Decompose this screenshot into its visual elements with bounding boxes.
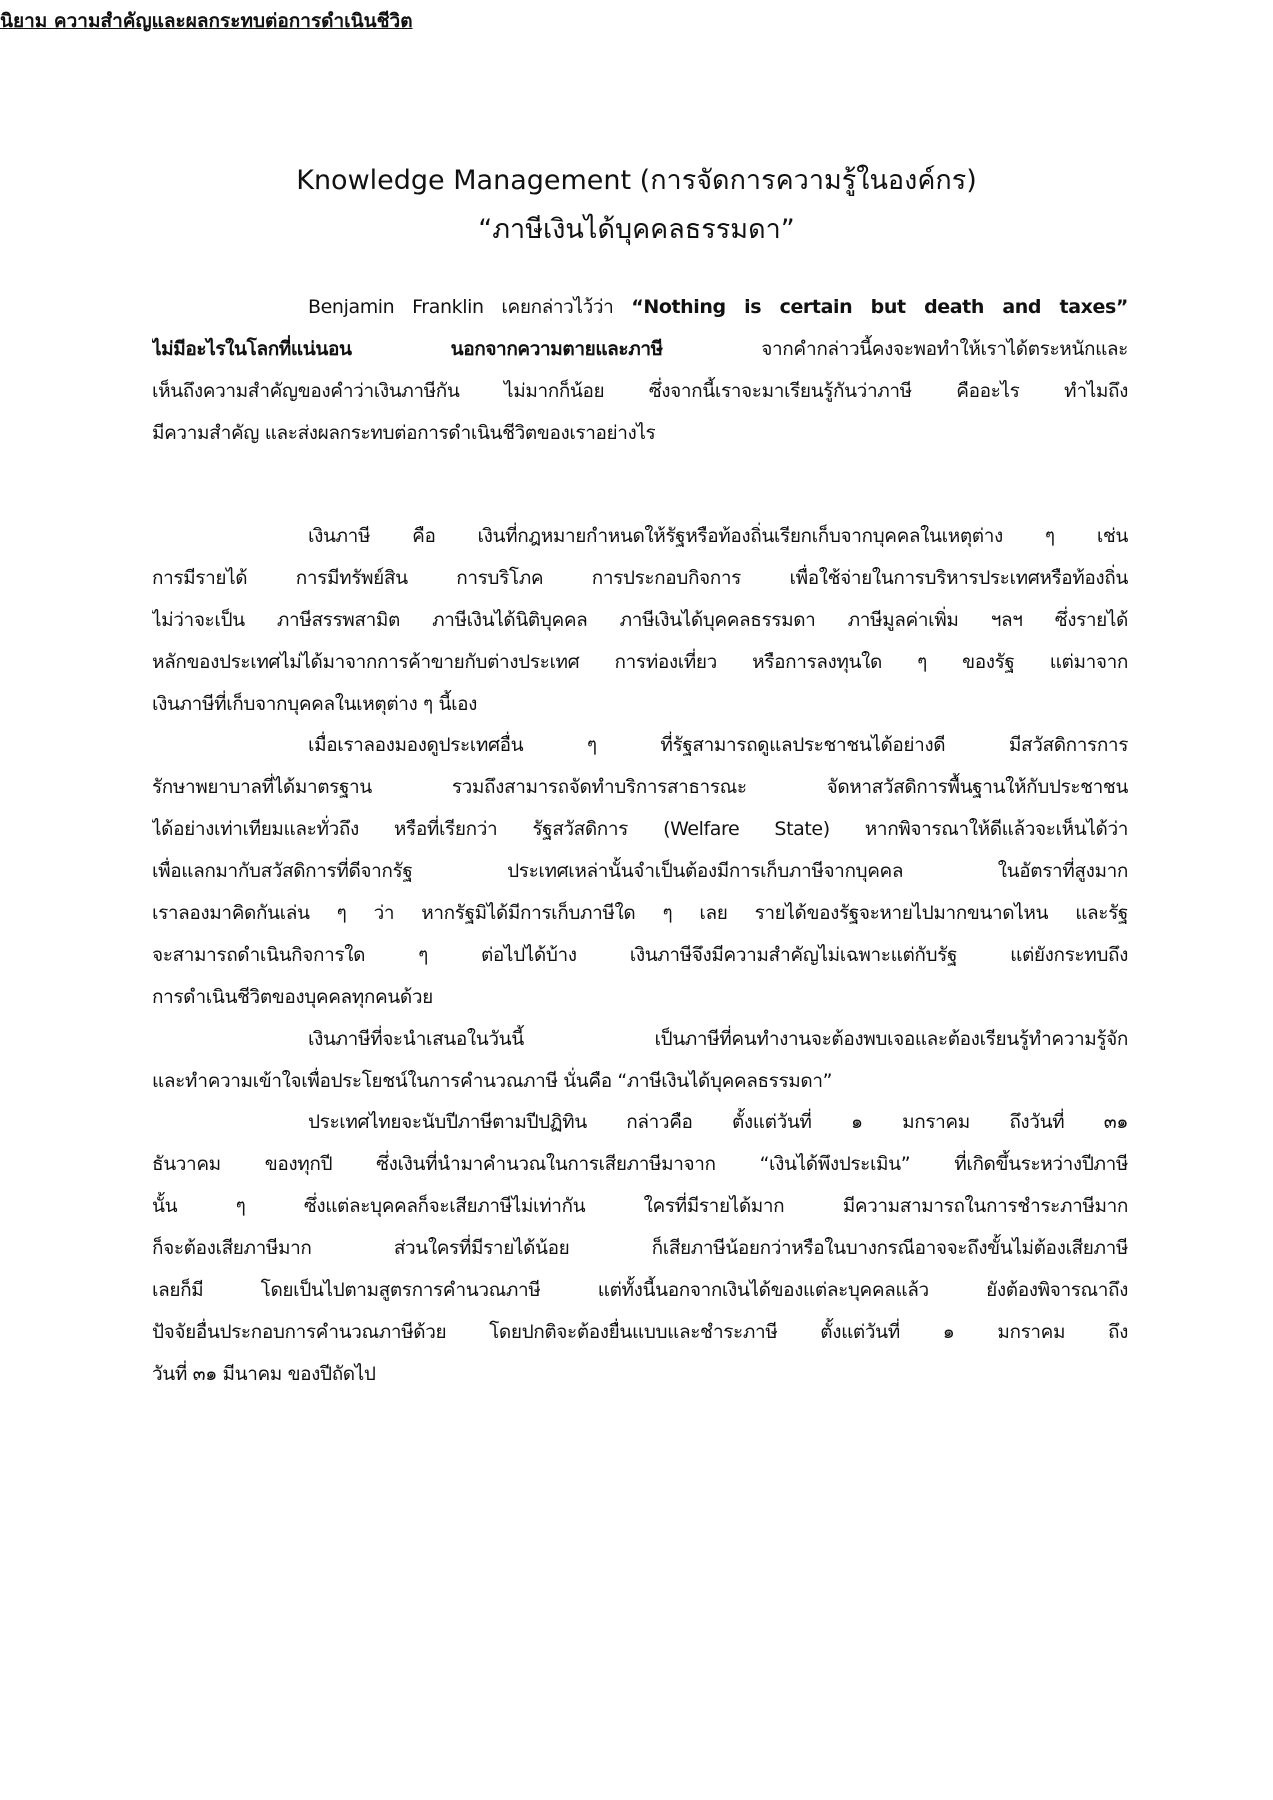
document-subtitle: “ภาษีเงินได้บุคคลธรรมดา” xyxy=(478,214,795,245)
paragraph-line: เงินภาษีที่จะนำเสนอในวันนี้ เป็นภาษีที่คนทำงานจะต้องพบเจอและต้องเรียนรู้ทำความรู้จัก xyxy=(308,1027,1128,1050)
paragraph xyxy=(152,1019,1128,1103)
paragraph-line: เงินภาษีที่เก็บจากบุคคลในเหตุต่าง ๆ นี้เอง xyxy=(152,692,478,715)
paragraph-line: นั้น ๆ ซึ่งแต่ละบุคคลก็จะเสียภาษีไม่เท่ากัน ใครที่มีรายได้มาก มีความสามารถในการชำระภาษีมาก xyxy=(152,1195,1128,1218)
paragraph-line: เราลองมาคิดกันเล่น ๆ ว่า หากรัฐมิได้มีการเก็บภาษีใด ๆ เลย รายได้ของรัฐจะหายไปมากขนาดไหน และรัฐ xyxy=(152,902,1128,925)
paragraph-line: ก็จะต้องเสียภาษีมาก ส่วนใครที่มีรายได้น้อย ก็เสียภาษีน้อยกว่าหรือในบางกรณีอาจจะถึงขั้นไม่ต้องเสียภาษี xyxy=(152,1237,1128,1260)
paragraph xyxy=(152,516,1128,725)
paragraph-line: เงินภาษี คือ เงินที่กฎหมายกำหนดให้รัฐหรือท้องถิ่นเรียกเก็บจากบุคคลในเหตุต่าง ๆ เช่น xyxy=(308,525,1128,547)
intro-text: Benjamin Franklin เคยกล่าวไว้ว่า xyxy=(308,296,632,318)
paragraph-line: ไม่ว่าจะเป็น ภาษีสรรพสามิต ภาษีเงินได้นิติบุคคล ภาษีเงินได้บุคคลธรรมดา ภาษีมูลค่าเพิ่ม ฯลฯ ซึ่งรายได้ xyxy=(152,608,1128,631)
paragraph-line: เห็นถึงความสำคัญของคำว่าเงินภาษีกัน ไม่มากก็น้อย ซึ่งจากนี้เราจะมาเรียนรู้กันว่าภาษี คืออะไร ทำไมถึง xyxy=(152,379,1128,402)
paragraph-line: วันที่ ๓๑ มีนาคม ของปีถัดไป xyxy=(152,1362,376,1385)
paragraph-line: เพื่อแลกมากับสวัสดิการที่ดีจากรัฐ ประเทศเหล่านั้นจำเป็นต้องมีการเก็บภาษีจากบุคคล ในอัตราที่สูงมาก xyxy=(152,860,1128,883)
paragraph-line: การมีรายได้ การมีทรัพย์สิน การบริโภค การประกอบกิจการ เพื่อใช้จ่ายในการบริหารประเทศหรือท้องถิ่น xyxy=(152,566,1128,589)
paragraph-line: ได้อย่างเท่าเทียมและทั่วถึง หรือที่เรียกว่า รัฐสวัสดิการ (Welfare State) หากพิจารณาให้ดีแล้วจะเห็นได้ว่า xyxy=(152,818,1128,841)
paragraph-line: การดำเนินชีวิตของบุคคลทุกคนด้วย xyxy=(152,985,433,1008)
intro-paragraph xyxy=(152,287,1128,455)
paragraph-line: และทำความเข้าใจเพื่อประโยชน์ในการคำนวณภาษี นั่นคือ “ภาษีเงินได้บุคคลธรรมดา” xyxy=(152,1069,833,1092)
paragraph-line: หลักของประเทศไม่ได้มาจากการค้าขายกับต่างประเทศ การท่องเที่ยว หรือการลงทุนใด ๆ ของรัฐ แต่มาจาก xyxy=(152,650,1128,673)
paragraph-line: เมื่อเราลองมองดูประเทศอื่น ๆ ที่รัฐสามารถดูแลประชาชนได้อย่างดี มีสวัสดิการการ xyxy=(308,734,1128,757)
paragraph-line: รักษาพยาบาลที่ได้มาตรฐาน รวมถึงสามารถจัดทำบริการสาธารณะ จัดหาสวัสดิการพื้นฐานให้กับประชาชน xyxy=(152,776,1128,799)
paragraph xyxy=(152,725,1128,1018)
quote-bold: “Nothing is certain but death and taxes” xyxy=(631,296,1128,318)
paragraph-line: มีความสำคัญ และส่งผลกระทบต่อการดำเนินชีวิตของเราอย่างไร xyxy=(152,421,656,444)
paragraph-line: ธันวาคม ของทุกปี ซึ่งเงินที่นำมาคำนวณในการเสียภาษีมาจาก “เงินได้พึงประเมิน” ที่เกิดขึ้นระหว่างปีภาษี xyxy=(152,1153,1128,1176)
paragraph-line: เลยก็มี โดยเป็นไปตามสูตรการคำนวณภาษี แต่ทั้งนี้นอกจากเงินได้ของแต่ละบุคคลแล้ว ยังต้องพิจารณาถึง xyxy=(152,1279,1128,1302)
paragraph-line: ปัจจัยอื่นประกอบการคำนวณภาษีด้วย โดยปกติจะต้องยื่นแบบและชำระภาษี ตั้งแต่วันที่ ๑ มกราคม ถึง xyxy=(152,1320,1128,1343)
paragraph-line xyxy=(152,329,1128,371)
paragraph xyxy=(152,1102,1128,1395)
intro-text: จากคำกล่าวนี้คงจะพอทำให้เราได้ตระหนักและ xyxy=(662,337,1128,360)
section-body xyxy=(152,516,1128,1396)
section-heading: นิยาม ความสำคัญและผลกระทบต่อการดำเนินชีวิต xyxy=(0,10,413,32)
paragraph-line xyxy=(152,287,1128,329)
paragraph-line: ประเทศไทยจะนับปีภาษีตามปีปฏิทิน กล่าวคือ ตั้งแต่วันที่ ๑ มกราคม ถึงวันที่ ๓๑ xyxy=(308,1111,1128,1134)
paragraph-line: จะสามารถดำเนินกิจการใด ๆ ต่อไปได้บ้าง เงินภาษีจึงมีความสำคัญไม่เฉพาะแต่กับรัฐ แต่ยังกระทบถึง xyxy=(152,943,1128,966)
document-title: Knowledge Management (การจัดการความรู้ในองค์กร) xyxy=(296,165,977,196)
quote-translation-bold: ไม่มีอะไรในโลกที่แน่นอน นอกจากความตายและภาษี xyxy=(152,337,663,360)
